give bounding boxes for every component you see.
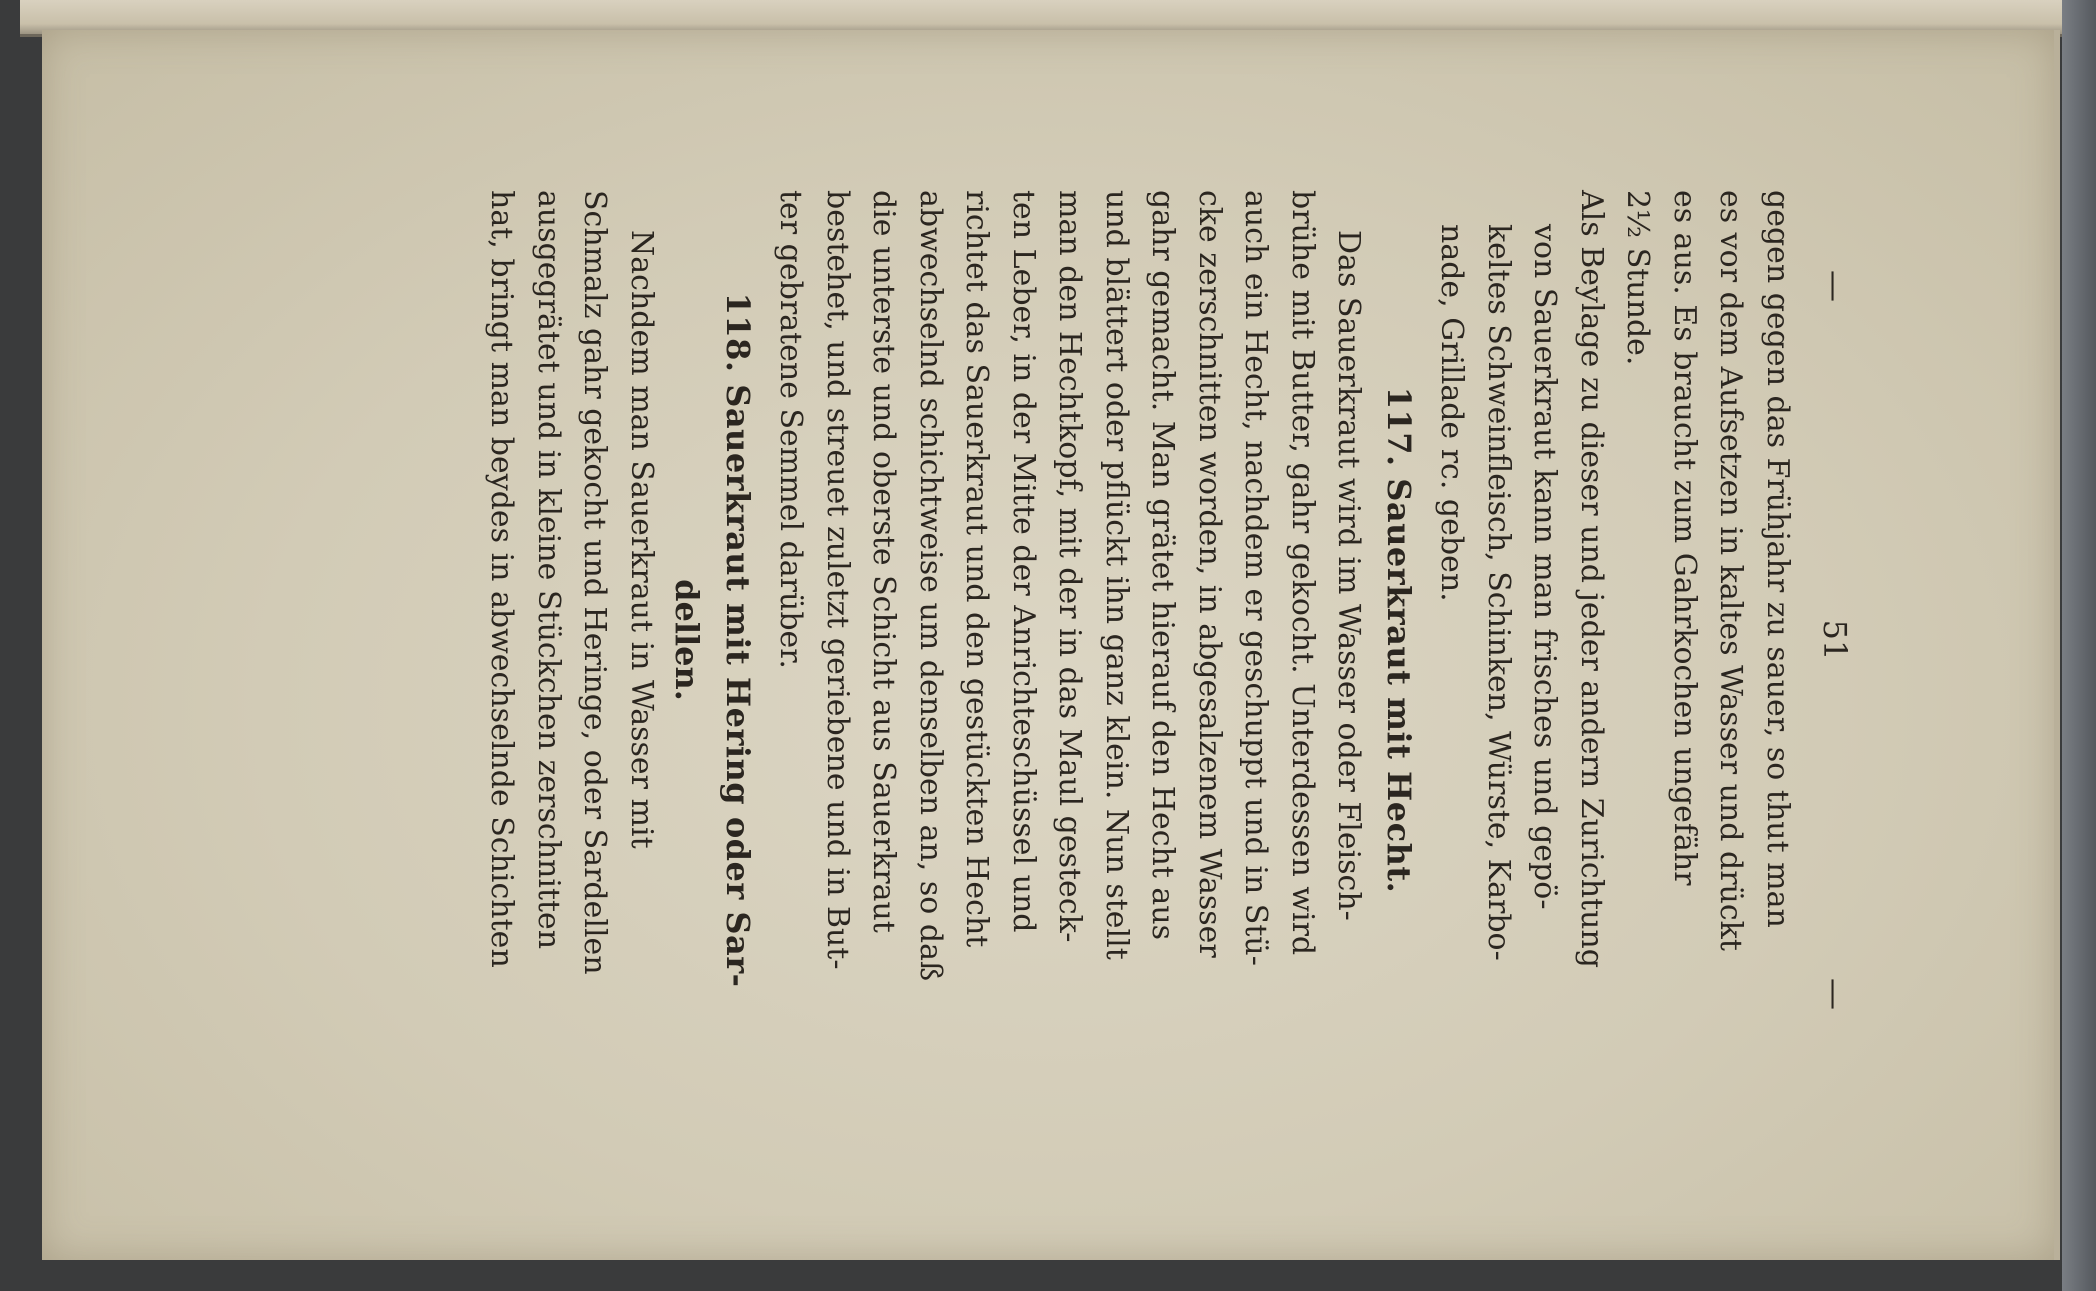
intro-paragraph — [1428, 190, 1800, 1090]
text-line: Nachdem man Sauerkraut in Wasser mit — [624, 230, 659, 849]
header-dash-left: — — [1816, 270, 1855, 302]
page-text — [320, 190, 1860, 1090]
text-line: man den Hechtkopf, mit der in das Maul gesteck- — [1052, 190, 1088, 943]
recipe-118-heading-continued: dellen. — [668, 579, 707, 701]
text-line: auch ein Hecht, nachdem er geschuppt und in Stü- — [1238, 190, 1274, 966]
text-line: abwechselnd schichtweise um denselben an, so daß — [913, 190, 948, 982]
page-number: 51 — [1816, 619, 1855, 661]
page-header — [1810, 190, 1860, 1090]
text-line: die unterste und oberste Schicht aus Sauerkraut — [866, 190, 902, 933]
text-line: gahr gemacht. Man grätet hierauf den Hecht aus — [1145, 190, 1181, 941]
text-line: ausgegrätet und in kleine Stückchen zerschnitten — [531, 190, 566, 950]
text-line: keltes Schweinfleisch, Schinken, Würste, Karbo- — [1481, 224, 1516, 961]
text-line: ter gebratene Semmel darüber. — [773, 190, 809, 669]
recipe-117-heading: 117. Sauerkraut mit Hecht. — [1380, 386, 1418, 894]
text-line: und blättert oder pflückt ihn ganz klein. Nun stellt — [1099, 190, 1134, 960]
text-line: es vor dem Aufsetzen in kaltes Wasser und drückt — [1713, 190, 1749, 951]
text-line: Das Sauerkraut wird im Wasser oder Fleisch- — [1331, 230, 1367, 921]
header-dash-right: — — [1816, 978, 1855, 1010]
text-line: gegen gegen das Frühjahr zu sauer, so thut man — [1760, 190, 1795, 928]
recipe-118-body — [478, 190, 664, 1090]
text-line: nade, Grillade rc. geben. — [1434, 224, 1470, 602]
text-line: es aus. Es braucht zum Gahrkochen ungefähr — [1667, 190, 1702, 886]
text-line: bestehet, und streuet zuletzt geriebene und in But- — [820, 190, 855, 970]
recipe-117-body — [767, 190, 1372, 1090]
text-line: Als Beylage zu dieser und jeder andern Zurichtung — [1574, 190, 1609, 968]
text-line: von Sauerkraut kann man frisches und gepö- — [1527, 224, 1563, 910]
recipe-118-heading: 118. Sauerkraut mit Hering oder Sar- — [719, 292, 757, 988]
book-spine — [2062, 0, 2096, 1291]
text-line: hat, bringt man beydes in abwechselnde Schichten — [484, 190, 520, 968]
text-line: ten Leber, in der Mitte der Anrichteschüssel und — [1006, 190, 1041, 933]
text-line: cke zerschnitten worden, in abgesalzenem Wasser — [1192, 190, 1227, 958]
text-line: brühe mit Butter, gahr gekocht. Unterdessen wird — [1285, 190, 1320, 956]
text-line: Schmalz gahr gekocht und Heringe, oder Sardellen — [577, 190, 613, 975]
text-line: richtet das Sauerkraut und den gestückten Hecht — [959, 190, 995, 948]
text-line: 2½ Stunde. — [1620, 190, 1656, 366]
